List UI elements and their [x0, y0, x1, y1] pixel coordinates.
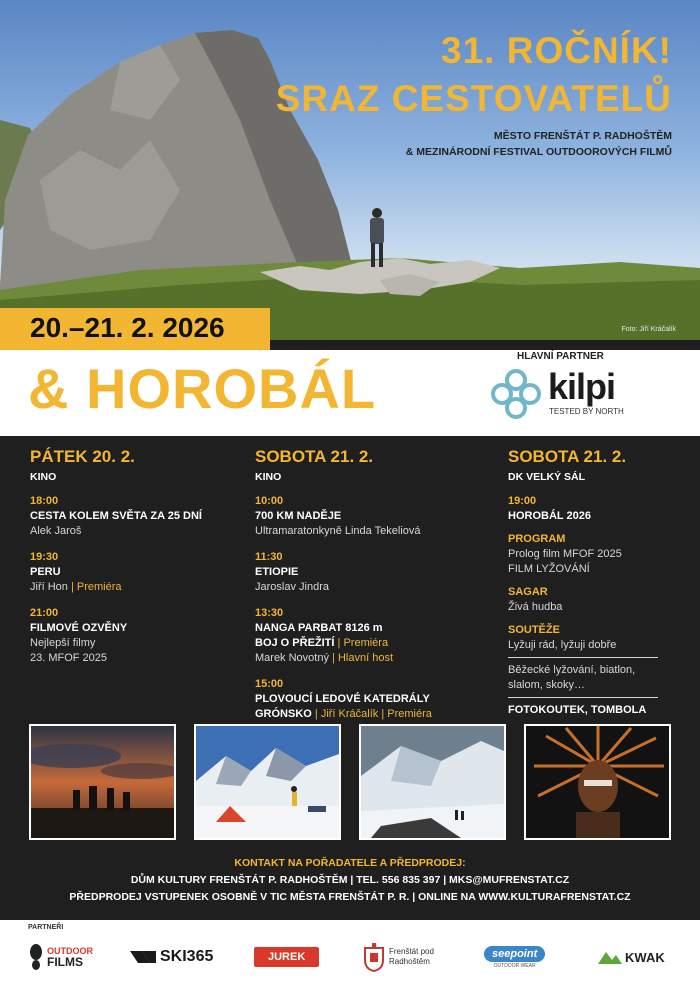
organizer-line-1: MĚSTO FRENŠTÁT P. RADHOŠTĚM: [493, 130, 672, 142]
ski365-logo: [130, 940, 213, 974]
divider: [508, 657, 658, 658]
partners-label: PARTNEŘI: [28, 924, 64, 931]
item-note: 23. MFOF 2025: [30, 652, 108, 664]
contest-line: Běžecké lyžování, biatlon,: [508, 664, 636, 676]
organizer-line-2: & MEZINÁRODNÍ FESTIVAL OUTDOOROVÝCH FILMŮ: [405, 146, 672, 158]
photo-credit: Foto: Jiří Kráčalík: [621, 326, 676, 333]
ski365-mark-icon: [130, 949, 156, 965]
item-time: 11:30: [255, 551, 283, 563]
photo-snow-camp: [194, 724, 341, 840]
program-item: [508, 494, 658, 524]
item-time: 19:30: [30, 551, 59, 563]
event-date: 20.–21. 2. 2026: [30, 312, 225, 343]
item-person: Jiří Hon: [30, 581, 68, 593]
program-section: [0, 436, 700, 726]
item-time: 15:00: [255, 678, 284, 690]
venue-label: KINO: [30, 471, 57, 483]
jurek-word: JUREK: [254, 947, 319, 967]
program-item: [30, 606, 202, 666]
seepoint-sub: OUTDOOR WEAR: [493, 962, 536, 969]
premiere-tag: Premiéra: [76, 581, 122, 593]
program-line: FILM LYŽOVÁNÍ: [508, 563, 590, 575]
item-title: CESTA KOLEM SVĚTA ZA 25 DNÍ: [30, 510, 202, 522]
contest-label: SOUTĚŽE: [508, 624, 560, 636]
event-title: SRAZ CESTOVATELŮ: [275, 78, 672, 119]
item-note: Nejlepší filmy: [30, 637, 96, 649]
kwak-logo: [598, 940, 665, 974]
horobal-title: & HOROBÁL: [28, 357, 377, 420]
outdoor-films-word-2: FILMS: [47, 955, 83, 969]
program-item: [255, 494, 432, 539]
item-time: 10:00: [255, 495, 284, 507]
item-title: 700 KM NADĚJE: [255, 510, 342, 522]
frenstat-word-2: Radhoštěm: [389, 957, 430, 966]
frenstat-logo: [363, 940, 434, 974]
item-subtitle-line: GRÓNSKO | Jiří Kráčalík | Premiéra: [255, 708, 432, 720]
divider: [508, 697, 658, 698]
item-time: 13:30: [255, 607, 284, 619]
program-label: PROGRAM: [508, 533, 566, 545]
program-block: [508, 532, 658, 577]
program-item: [255, 550, 432, 595]
sagar-block: [508, 585, 658, 615]
item-title: HOROBÁL 2026: [508, 510, 591, 522]
contest-line: Lyžuji rád, lyžuji dobře: [508, 639, 617, 651]
main-partner-label: HLAVNÍ PARTNER: [517, 351, 604, 362]
photo-glacier: [359, 724, 506, 840]
venue-label: DK VELKÝ SÁL: [508, 471, 586, 483]
photo-portrait: [524, 724, 671, 840]
item-title: PLOVOUCÍ LEDOVÉ KATEDRÁLY: [255, 693, 430, 705]
program-col-saturday-kino: [255, 436, 432, 722]
item-title: ETIOPIE: [255, 566, 299, 578]
kwak-mountain-icon: [598, 948, 622, 966]
outdoor-films-logo: [28, 940, 93, 974]
contact-line-1: DŮM KULTURY FRENŠTÁT P. RADHOŠTĚM | TEL. 556 835 397 | MKS@MUFRENSTAT.CZ: [130, 874, 570, 886]
kilpi-tagline: TESTED BY NORTH: [549, 407, 624, 416]
contest-line: slalom, skoky…: [508, 679, 586, 691]
premiere-tag: Premiéra: [343, 637, 389, 649]
item-person: Jaroslav Jindra: [255, 581, 329, 593]
sagar-desc: Živá hudba: [508, 601, 563, 613]
item-subtitle-line: BOJ O PŘEŽITÍ | Premiéra: [255, 637, 389, 649]
program-col-saturday-ball: [508, 436, 658, 718]
day-heading: SOBOTA 21. 2.: [255, 447, 374, 466]
item-person: Jiří Kráčalík: [320, 708, 379, 720]
item-title: FILMOVÉ OZVĚNY: [30, 622, 128, 634]
city-crest-icon: [363, 942, 385, 972]
extras-line: FOTOKOUTEK, TOMBOLA: [508, 704, 647, 716]
partners-bar: [0, 920, 700, 989]
item-title: PERU: [30, 566, 61, 578]
item-person: Ultramaratonkyně Linda Tekeliová: [255, 525, 421, 537]
contest-block: [508, 623, 658, 718]
outdoor-films-word-1: OUTDOOR: [47, 946, 93, 956]
seepoint-word: seepoint: [484, 946, 545, 962]
program-item: [30, 494, 202, 539]
item-subtitle: GRÓNSKO: [255, 708, 312, 720]
hero-photo: [0, 0, 700, 340]
item-person-line: Marek Novotný | Hlavní host: [255, 652, 393, 664]
day-heading: SOBOTA 21. 2.: [508, 447, 627, 466]
guest-tag: Hlavní host: [337, 652, 393, 664]
photo-sunset-statues: [29, 724, 176, 840]
item-title: NANGA PARBAT 8126 m: [255, 622, 383, 634]
item-person: Marek Novotný: [255, 652, 329, 664]
item-subtitle: BOJ O PŘEŽITÍ: [255, 637, 335, 649]
program-item: [30, 550, 202, 595]
ski365-word: SKI365: [160, 948, 214, 965]
item-time: 21:00: [30, 607, 59, 619]
program-item: [255, 606, 432, 666]
frenstat-word-1: Frenštát pod: [389, 947, 434, 956]
edition-title: 31. ROČNÍK!: [441, 30, 672, 71]
item-time: 19:00: [508, 495, 537, 507]
program-line: Prolog film MFOF 2025: [508, 548, 622, 560]
contact-line-2: PŘEDPRODEJ VSTUPENEK OSOBNĚ V TIC MĚSTA FRENŠTÁT P. R. | ONLINE NA WWW.KULTURAFRENSTAT.CZ: [69, 891, 631, 903]
venue-label: KINO: [255, 471, 282, 483]
contact-heading: KONTAKT NA POŘADATELE A PŘEDPRODEJ:: [234, 857, 466, 869]
program-item: [255, 677, 432, 722]
program-col-friday: [30, 436, 202, 666]
kilpi-knot-icon: [488, 366, 544, 422]
sagar-label: SAGAR: [508, 586, 548, 598]
seepoint-logo: [484, 940, 545, 974]
item-person-line: Jiří Hon | Premiéra: [30, 581, 122, 593]
item-time: 18:00: [30, 495, 59, 507]
day-heading: PÁTEK 20. 2.: [30, 447, 135, 466]
kwak-word: KWAK: [625, 949, 665, 965]
kilpi-wordmark: kilpi: [548, 366, 616, 407]
jurek-logo: [254, 940, 319, 974]
premiere-tag: Premiéra: [387, 708, 432, 720]
shoe-print-icon: [28, 943, 44, 971]
item-person: Alek Jaroš: [30, 525, 82, 537]
